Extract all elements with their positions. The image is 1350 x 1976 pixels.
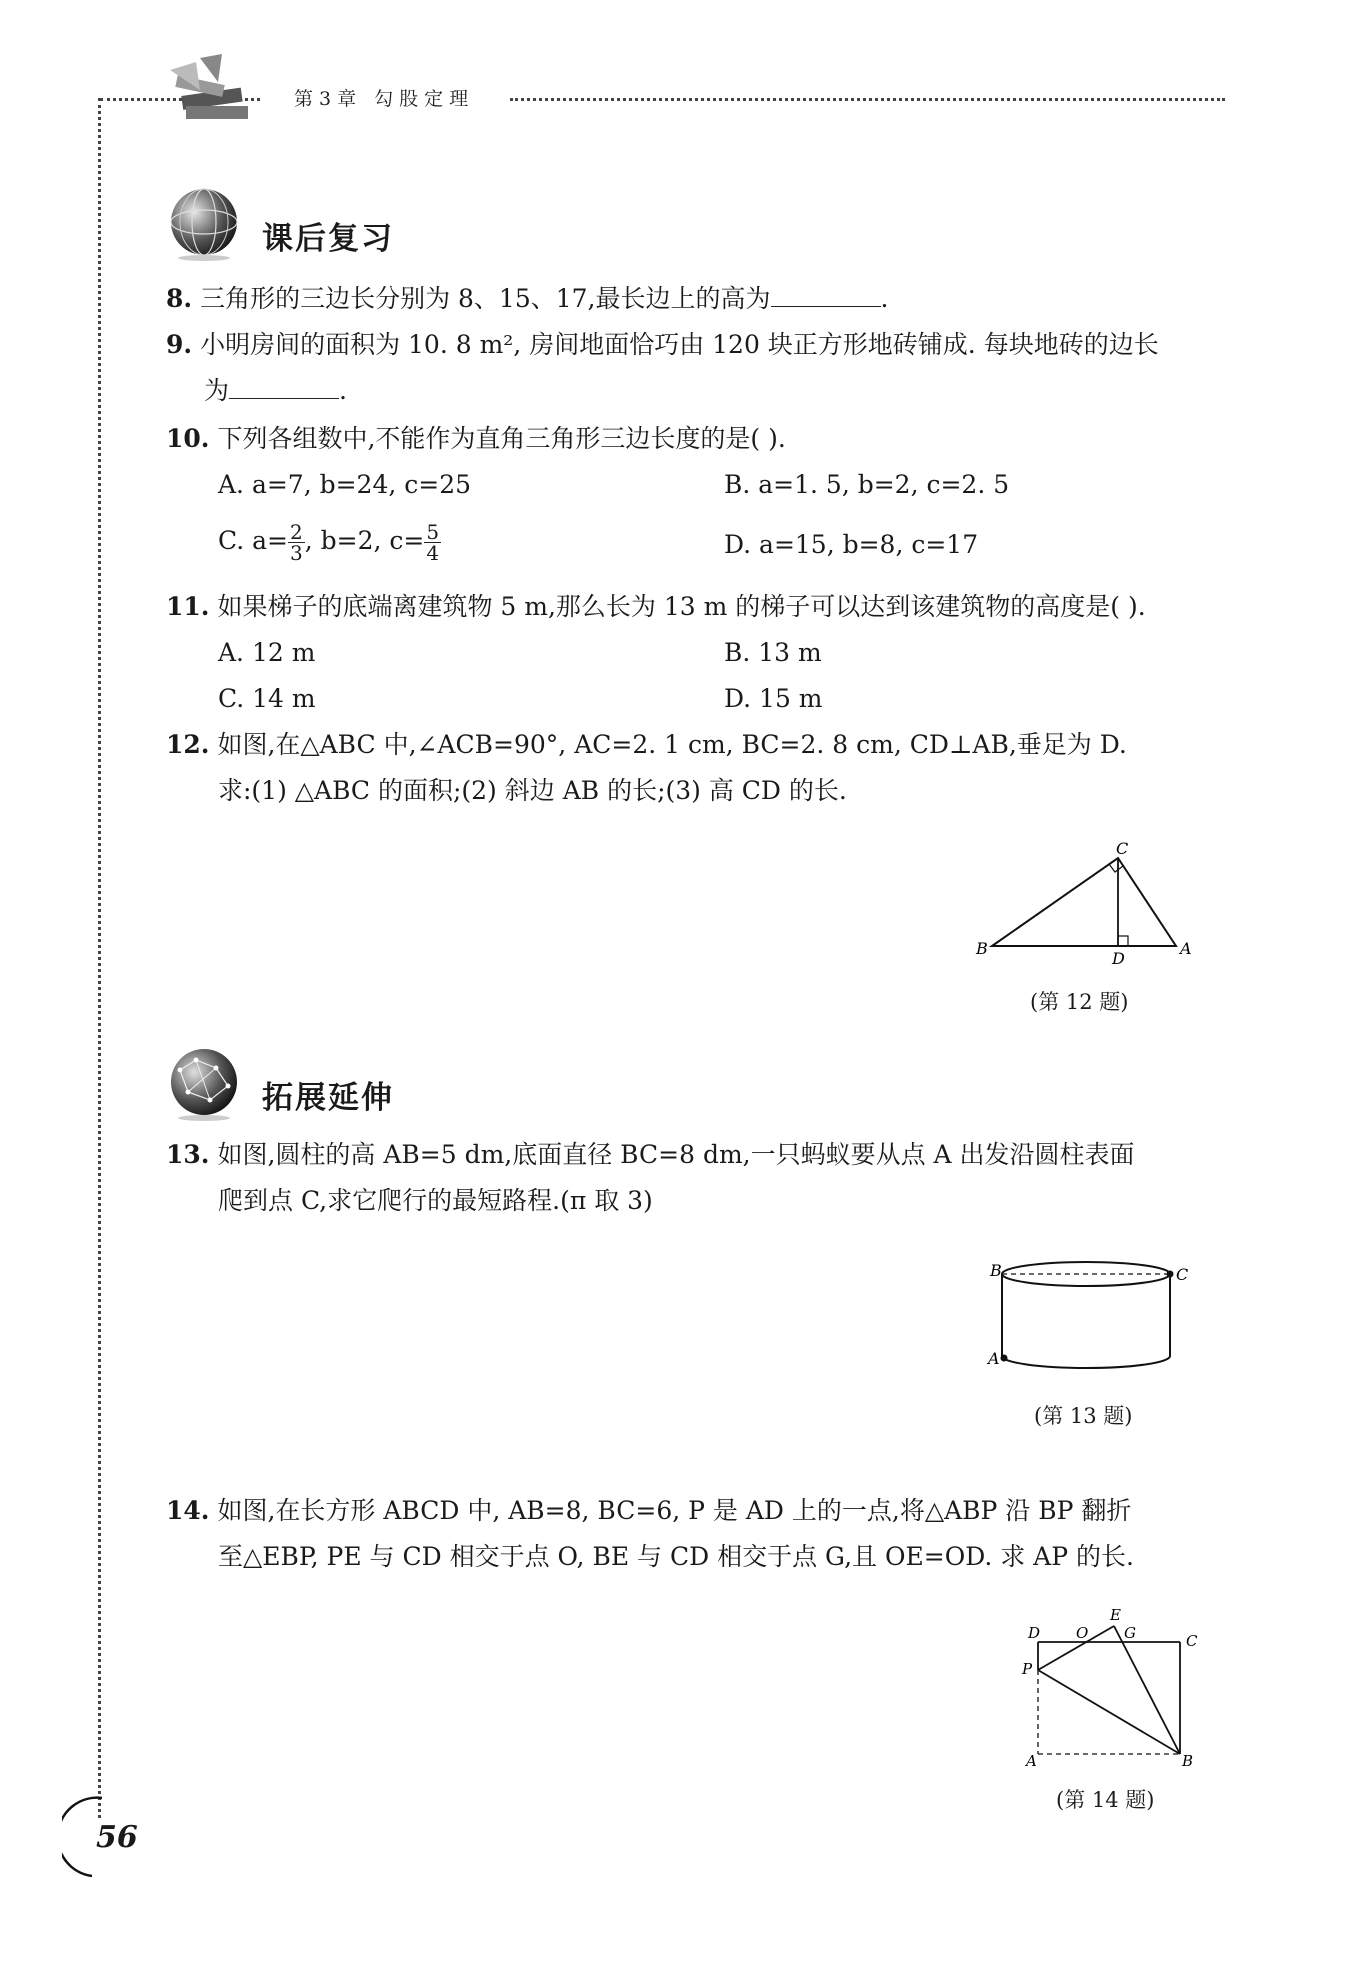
option-c-prefix: C. a= <box>218 526 288 555</box>
question-text: 如果梯子的底端离建筑物 5 m,那么长为 13 m 的梯子可以达到该建筑物的高度是( ). <box>217 592 1146 621</box>
label-a: A <box>1180 939 1192 958</box>
option-a[interactable]: A. a=7, b=24, c=25 <box>218 470 472 499</box>
label-p: P <box>1022 1660 1033 1678</box>
question-14-line2: 至△EBP, PE 与 CD 相交于点 O, BE 与 CD 相交于点 G,且 OE=OD. 求 AP 的长. <box>218 1542 1134 1571</box>
figure-13-cylinder <box>980 1256 1200 1386</box>
question-number: 10. <box>166 424 210 453</box>
question-text: 如图,在长方形 ABCD 中, AB=8, BC=6, P 是 AD 上的一点,将△ABP 沿 BP 翻折 <box>217 1496 1132 1525</box>
question-number: 11. <box>166 592 210 621</box>
answer-blank[interactable] <box>229 374 339 399</box>
option-a[interactable]: A. 12 m <box>218 638 316 667</box>
figure-12-triangle <box>970 836 1200 966</box>
figure-12-caption: (第 12 题) <box>1030 990 1129 1014</box>
question-text: 小明房间的面积为 10. 8 m², 房间地面恰巧由 120 块正方形地砖铺成. 每块地砖的边长 <box>200 330 1159 359</box>
option-d[interactable]: D. a=15, b=8, c=17 <box>724 530 979 559</box>
header-dotted-line-right <box>510 98 1225 101</box>
books-icon <box>160 52 260 132</box>
option-c-mid: , b=2, c= <box>304 526 425 555</box>
option-b[interactable]: B. 13 m <box>724 638 822 667</box>
section-title-review: 课后复习 <box>262 221 394 257</box>
label-b: B <box>990 1261 1002 1280</box>
label-c: C <box>1116 839 1129 858</box>
question-number: 13. <box>166 1140 210 1169</box>
question-number: 12. <box>166 730 210 759</box>
question-number: 8. <box>166 284 193 313</box>
page-number: 56 <box>96 1820 138 1855</box>
question-text: 为 <box>204 376 230 405</box>
label-c: C <box>1186 1632 1198 1650</box>
label-c: C <box>1176 1265 1189 1284</box>
question-9-line2 <box>204 374 347 408</box>
question-number: 9. <box>166 330 193 359</box>
question-text: 如图,圆柱的高 AB=5 dm,底面直径 BC=8 dm,一只蚂蚁要从点 A 出发沿圆柱表面 <box>217 1140 1135 1169</box>
question-8 <box>166 282 888 316</box>
label-e: E <box>1110 1606 1121 1624</box>
label-d: D <box>1112 949 1125 966</box>
question-11 <box>166 590 1146 624</box>
question-13 <box>166 1138 1135 1172</box>
numerator: 5 <box>426 520 440 544</box>
label-d: D <box>1028 1624 1041 1642</box>
label-a: A <box>988 1349 1000 1368</box>
figure-14-rectangle <box>1020 1600 1210 1770</box>
question-text: 如图,在△ABC 中,∠ACB=90°, AC=2. 1 cm, BC=2. 8 cm, CD⊥AB,垂足为 D. <box>217 730 1127 759</box>
network-globe-icon <box>166 1046 242 1122</box>
denominator: 3 <box>289 541 303 565</box>
denominator: 4 <box>426 541 440 565</box>
question-12-line2: 求:(1) △ABC 的面积;(2) 斜边 AB 的长;(3) 高 CD 的长. <box>218 776 847 805</box>
label-b: B <box>1182 1752 1194 1770</box>
fraction <box>424 522 441 563</box>
label-g: G <box>1124 1624 1136 1642</box>
figure-13-caption: (第 13 题) <box>1034 1404 1133 1428</box>
side-dotted-line <box>98 98 101 1818</box>
question-12 <box>166 728 1127 762</box>
punct: . <box>339 376 347 405</box>
question-13-line2: 爬到点 C,求它爬行的最短路程.(π 取 3) <box>218 1186 653 1215</box>
label-o: O <box>1076 1624 1089 1642</box>
answer-blank[interactable] <box>771 282 881 307</box>
label-a: A <box>1026 1752 1037 1770</box>
globe-icon <box>166 186 242 262</box>
question-14 <box>166 1494 1131 1528</box>
question-number: 14. <box>166 1496 210 1525</box>
question-9 <box>166 328 1159 362</box>
question-10 <box>166 422 786 456</box>
figure-14-caption: (第 14 题) <box>1056 1788 1155 1812</box>
punct: . <box>880 284 889 313</box>
chapter-header: 第3章 勾股定理 <box>294 88 475 110</box>
option-b[interactable]: B. a=1. 5, b=2, c=2. 5 <box>724 470 1010 499</box>
numerator: 2 <box>289 520 303 544</box>
question-text: 下列各组数中,不能作为直角三角形三边长度的是( ). <box>217 424 786 453</box>
fraction <box>288 522 305 563</box>
option-c[interactable] <box>218 522 441 563</box>
question-text: 三角形的三边长分别为 8、15、17,最长边上的高为 <box>200 284 771 313</box>
section-title-extension: 拓展延伸 <box>262 1080 394 1116</box>
label-b: B <box>976 939 988 958</box>
option-c[interactable]: C. 14 m <box>218 684 316 713</box>
option-d[interactable]: D. 15 m <box>724 684 823 713</box>
